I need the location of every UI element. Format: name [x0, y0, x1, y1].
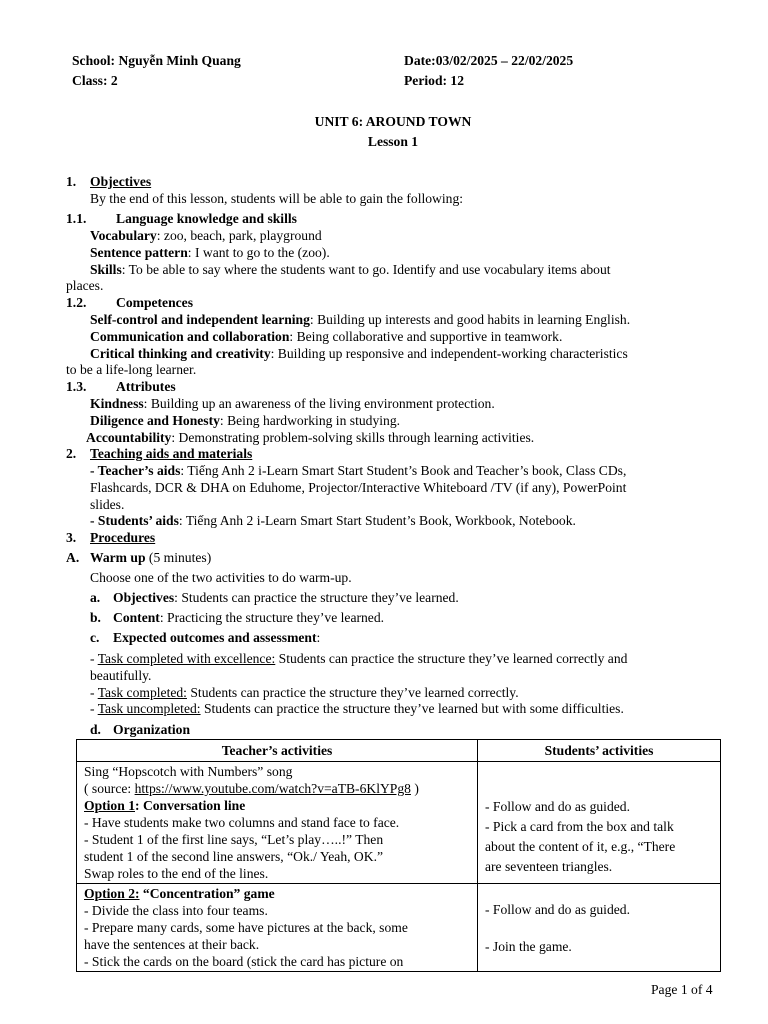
teacher-step: student 1 of the second line answers, “Ok./ Yeah, OK.”: [84, 849, 384, 864]
uncompleted-line: [90, 700, 624, 717]
warmup-time: (5 minutes): [145, 550, 212, 565]
page-number: Page 1 of 4: [651, 982, 713, 997]
students-activities-header: Students’ activities: [478, 740, 721, 762]
kindness-label: Kindness: [90, 396, 144, 411]
subsection-title: Competences: [116, 295, 194, 310]
aids-heading: Teaching aids and materials: [90, 446, 253, 461]
objectives-intro: By the end of this lesson, students will be able to gain the following:: [90, 191, 464, 206]
teacher-step: - Have students make two columns and stand face to face.: [84, 815, 400, 830]
class-label: Class: 2: [72, 73, 118, 88]
warmup-content: [113, 609, 384, 626]
source-close: ): [410, 781, 419, 796]
pattern-text: : I want to go to the (zoo).: [187, 245, 330, 260]
excellence-line: [90, 650, 627, 667]
vocabulary-text: : zoo, beach, park, playground: [156, 228, 322, 243]
students-aids-label: - Students’ aids: [90, 513, 179, 528]
skills-line: [90, 261, 611, 278]
warmup-outcomes-colon: :: [316, 630, 321, 645]
students-activity-cell: [478, 762, 721, 884]
kindness-text: : Building up an awareness of the living environment protection.: [143, 396, 495, 411]
table-row: [77, 884, 721, 972]
self-control-text: : Building up interests and good habits in learning English.: [309, 312, 631, 327]
subsection-number: 1.3.: [66, 379, 87, 394]
date-range: Date:03/02/2025 – 22/02/2025: [404, 53, 574, 68]
subsection-title: Language knowledge and skills: [116, 211, 297, 226]
warmup-outcomes: [113, 629, 320, 646]
subsection-title: Attributes: [116, 379, 176, 394]
excellence-text: Students can practice the structure they’ve learned correctly and: [275, 651, 628, 666]
subsection-number: 1.1.: [66, 211, 87, 226]
teacher-step: - Student 1 of the first line says, “Let’s play…..!” Then: [84, 832, 384, 847]
unit-title: UNIT 6: AROUND TOWN: [314, 114, 472, 129]
student-step: - Follow and do as guided.: [485, 799, 630, 814]
student-step: - Pick a card from the box and talk: [485, 819, 674, 834]
uncompleted-dash: -: [90, 701, 98, 716]
teacher-step: - Prepare many cards, some have pictures at the back, some: [84, 920, 408, 935]
uncompleted-label: Task uncompleted:: [97, 701, 201, 716]
excellence-dash: -: [90, 651, 98, 666]
section-number: 1.: [66, 174, 77, 189]
excellence-label: Task completed with excellence:: [97, 651, 276, 666]
youtube-link[interactable]: https://www.youtube.com/watch?v=aTB-6KlYPg8: [134, 781, 411, 796]
skills-label: Skills: [90, 262, 122, 277]
warmup-outcomes-label: Expected outcomes and assessment: [113, 630, 317, 645]
student-step: about the content of it, e.g., “There: [485, 839, 676, 854]
student-step: - Join the game.: [485, 939, 572, 954]
self-control-line: [90, 311, 630, 328]
source-open: ( source:: [84, 781, 135, 796]
teacher-step: - Stick the cards on the board (stick the card has picture on: [84, 954, 404, 969]
option-title: “Concentration” game: [139, 886, 275, 901]
spacer: [485, 918, 713, 938]
option-label: Option 1: [84, 798, 135, 813]
option-colon: :: [135, 798, 143, 813]
section-number: 3.: [66, 530, 77, 545]
skills-text: : To be able to say where the students want to go. Identify and use vocabulary items about: [121, 262, 611, 277]
diligence-text: : Being hardworking in studying.: [219, 413, 401, 428]
critical-thinking-text: : Building up responsive and independent-working characteristics: [270, 346, 628, 361]
pattern-label: Sentence pattern: [90, 245, 188, 260]
school-name: School: Nguyễn Minh Quang: [72, 53, 241, 68]
excellence-continuation: beautifully.: [90, 668, 152, 683]
student-step: are seventeen triangles.: [485, 859, 613, 874]
accountability-line: [86, 429, 534, 446]
item-letter: a.: [90, 590, 101, 605]
teacher-activity-cell: [77, 884, 478, 972]
table-row: [77, 762, 721, 884]
critical-thinking-continuation: to be a life-long learner.: [66, 362, 197, 377]
critical-thinking-line: [90, 345, 628, 362]
communication-line: [90, 328, 562, 345]
kindness-line: [90, 395, 495, 412]
organization-label: Organization: [113, 722, 191, 737]
students-activity-cell: [478, 884, 721, 972]
warmup-objectives-label: Objectives: [113, 590, 175, 605]
teacher-step: - Divide the class into four teams.: [84, 903, 268, 918]
stage-letter: A.: [66, 550, 80, 565]
completed-line: [90, 684, 519, 701]
teacher-aids-continuation: slides.: [90, 497, 125, 512]
critical-thinking-label: Critical thinking and creativity: [90, 346, 271, 361]
teacher-step: Swap roles to the end of the lines.: [84, 866, 269, 881]
procedures-heading: Procedures: [90, 530, 156, 545]
song-line: Sing “Hopscotch with Numbers” song: [84, 764, 293, 779]
option-label: Option 2:: [84, 886, 140, 901]
lesson-title: Lesson 1: [367, 134, 419, 149]
warmup-objectives-text: : Students can practice the structure they’ve learned.: [174, 590, 459, 605]
accountability-text: : Demonstrating problem-solving skills through learning activities.: [171, 430, 535, 445]
option-line: [84, 797, 470, 814]
option-line: [84, 885, 470, 902]
period-label: Period: 12: [404, 73, 465, 88]
table-header-row: [77, 740, 721, 762]
warmup-objectives: [113, 589, 459, 606]
warmup-instruction: Choose one of the two activities to do warm-up.: [90, 570, 352, 585]
teacher-aids-line: [90, 462, 626, 479]
teacher-aids-text: : Tiếng Anh 2 i-Learn Smart Start Student’s Book and Teacher’s book, Class CDs,: [180, 463, 627, 478]
warmup-content-text: : Practicing the structure they’ve learned.: [159, 610, 385, 625]
section-number: 2.: [66, 446, 77, 461]
teacher-activities-header: Teacher’s activities: [77, 740, 478, 762]
warmup-content-label: Content: [113, 610, 160, 625]
communication-label: Communication and collaboration: [90, 329, 290, 344]
pattern-line: [90, 244, 330, 261]
accountability-label: Accountability: [86, 430, 172, 445]
diligence-label: Diligence and Honesty: [90, 413, 220, 428]
objectives-heading: Objectives: [90, 174, 152, 189]
item-letter: b.: [90, 610, 101, 625]
self-control-label: Self-control and independent learning: [90, 312, 310, 327]
warmup-title: Warm up: [90, 550, 146, 565]
organization-table: [76, 739, 721, 972]
completed-label: Task completed:: [97, 685, 187, 700]
subsection-number: 1.2.: [66, 295, 87, 310]
student-step: - Follow and do as guided.: [485, 902, 630, 917]
completed-text: Students can practice the structure they’ve learned correctly.: [186, 685, 519, 700]
source-line: [84, 780, 470, 797]
completed-dash: -: [90, 685, 98, 700]
warmup-line: [90, 549, 211, 566]
communication-text: : Being collaborative and supportive in teamwork.: [289, 329, 563, 344]
vocabulary-label: Vocabulary: [90, 228, 157, 243]
item-letter: c.: [90, 630, 100, 645]
skills-continuation: places.: [66, 278, 104, 293]
uncompleted-text: Students can practice the structure they’ve learned but with some difficulties.: [200, 701, 624, 716]
students-aids-text: : Tiếng Anh 2 i-Learn Smart Start Student’s Book, Workbook, Notebook.: [178, 513, 576, 528]
diligence-line: [90, 412, 400, 429]
students-aids-line: [90, 512, 576, 529]
teacher-aids-continuation: Flashcards, DCR & DHA on Eduhome, Projector/Interactive Whiteboard /TV (if any), PowerPoint: [90, 480, 627, 495]
option-title: Conversation line: [142, 798, 246, 813]
teacher-step: have the sentences at their back.: [84, 937, 260, 952]
teacher-activity-cell: [77, 762, 478, 884]
teacher-aids-label: - Teacher’s aids: [90, 463, 181, 478]
item-letter: d.: [90, 722, 101, 737]
vocabulary-line: [90, 227, 322, 244]
